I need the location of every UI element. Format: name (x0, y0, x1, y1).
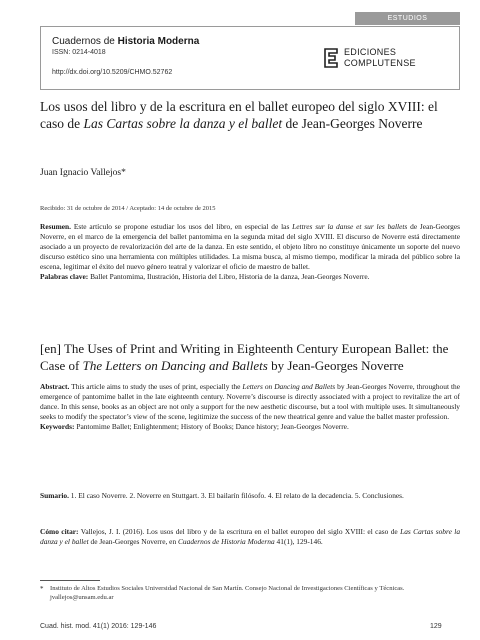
title-en-part1: [en] The Uses of Print and Writing in Eighteenth Century European Ballet: the Case of (40, 341, 449, 373)
summary-label: Sumario. (40, 491, 69, 500)
summary-text: 1. El caso Noverre. 2. Noverre en Stuttgart. 3. El bailarín filósofo. 4. El relato de la decadencia. 5. Conclusiones. (68, 491, 404, 500)
title-es-part1: Los usos del libro y de la escritura en el ballet europeo del siglo XVIII: el caso de (40, 99, 438, 131)
how-to-cite (40, 527, 460, 547)
section-tab: ESTUDIOS (355, 12, 460, 25)
journal-name-prefix: Cuadernos de (52, 36, 118, 47)
title-es-italic: Las Cartas sobre la danza y el ballet (83, 116, 283, 131)
footnote-text: Instituto de Altos Estudios Sociales Universidad Nacional de San Martín. Consejo Nacional de Investigaciones Científicas y Técnicas. (50, 585, 405, 592)
footnote-email[interactable]: jvallejos@unsam.edu.ar (50, 593, 114, 601)
abstract-spanish (40, 222, 460, 282)
abstract-es-text1: Este artículo se propone estudiar los usos del libro, en especial de las (71, 222, 293, 231)
footnote-marker: * (40, 585, 44, 593)
keywords-es: Ballet Pantomima, Ilustración, Historia del Libro, Historia de la danza, Jean-Georges Noverre. (88, 272, 370, 281)
article-summary (40, 491, 460, 501)
journal-issn: ISSN: 0214-4018 (52, 49, 106, 56)
publisher-line2: COMPLUTENSE (344, 58, 416, 68)
received-accepted-dates: Recibido: 31 de octubre de 2014 / Aceptado: 14 de octubre de 2015 (40, 205, 216, 212)
abstract-en-label: Abstract. (40, 382, 70, 391)
author-name: Juan Ignacio Vallejos* (40, 168, 126, 178)
footnote-rule (40, 580, 100, 581)
abstract-english (40, 382, 460, 432)
abstract-es-italic: Lettres sur la danse et sur les ballets (292, 222, 408, 231)
citation-text2: de Jean-Georges Noverre, en (88, 537, 178, 546)
footer-journal-ref: Cuad. hist. mod. 41(1) 2016: 129-146 (40, 623, 157, 630)
abstract-en-text1: This article aims to study the uses of print, especially the (69, 382, 243, 391)
citation-italic2: Cuadernos de Historia Moderna (178, 537, 275, 546)
ediciones-complutense-logo-icon (323, 48, 339, 68)
abstract-en-italic: Letters on Dancing and Ballets (242, 382, 336, 391)
keywords-en-label: Keywords: (40, 422, 75, 431)
title-en-italic: The Letters on Dancing and Ballets (82, 358, 268, 373)
citation-label: Cómo citar: (40, 527, 79, 536)
page-number: 129 (430, 623, 442, 630)
abstract-es-text2: de Jean-Georges Noverre, en el marco de la emergencia del ballet pantomima en la segunda mitad del siglo XVIII. El discurso de Noverre está directamente asociado a un proyecto de revalorización del arte de la danza. En este sentido, el objeto libro no constituye únicamente un soporte del nuevo discurso estético sino una herramienta con múltiples utilidades. La misma busca, al mismo tiempo, modificar la mirada del público sobre la escena, legitimar el éxito del nuevo género teatral y valorizar el oficio de maestro de ballet. (40, 222, 461, 271)
doi-link[interactable]: http://dx.doi.org/10.5209/CHMO.52762 (52, 69, 173, 76)
title-en-part2: by Jean-Georges Noverre (267, 358, 404, 373)
publisher-line1: EDICIONES (344, 47, 397, 57)
article-title-spanish (40, 98, 465, 132)
keywords-en: Pantomime Ballet; Enlightenment; History of Books; Dance history; Jean-Georges Noverre. (74, 422, 349, 431)
journal-name (52, 36, 199, 47)
citation-text1: Vallejos, J. I. (2016). Los usos del libro y de la escritura en el ballet europeo del siglo XVIII: el caso de (78, 527, 401, 536)
title-es-part2: de Jean-Georges Noverre (282, 116, 423, 131)
keywords-es-label: Palabras clave: (40, 272, 89, 281)
citation-italic1: Las Cartas sobre la danza y el ballet (40, 527, 461, 546)
journal-name-bold: Historia Moderna (117, 36, 200, 47)
abstract-es-label: Resumen. (40, 222, 71, 231)
abstract-en-text2: by Jean-Georges Noverre, throughout the emergence of pantomime ballet in the late eighteenth century. Noverre’s discourse is directly associated with a project to revitalize the art of dance. In this sense, books as an object are not only a support for the new aesthetic discourse, but a tool with multiple uses. It simultaneously seeks to modify the spectator’s view of the scene, legitimize the success of the new theatrical genre and value the ballet master profession. (40, 382, 460, 421)
author-affiliation-footnote (50, 585, 450, 602)
citation-text3: 41(1), 129-146. (274, 537, 323, 546)
article-title-english (40, 340, 465, 374)
